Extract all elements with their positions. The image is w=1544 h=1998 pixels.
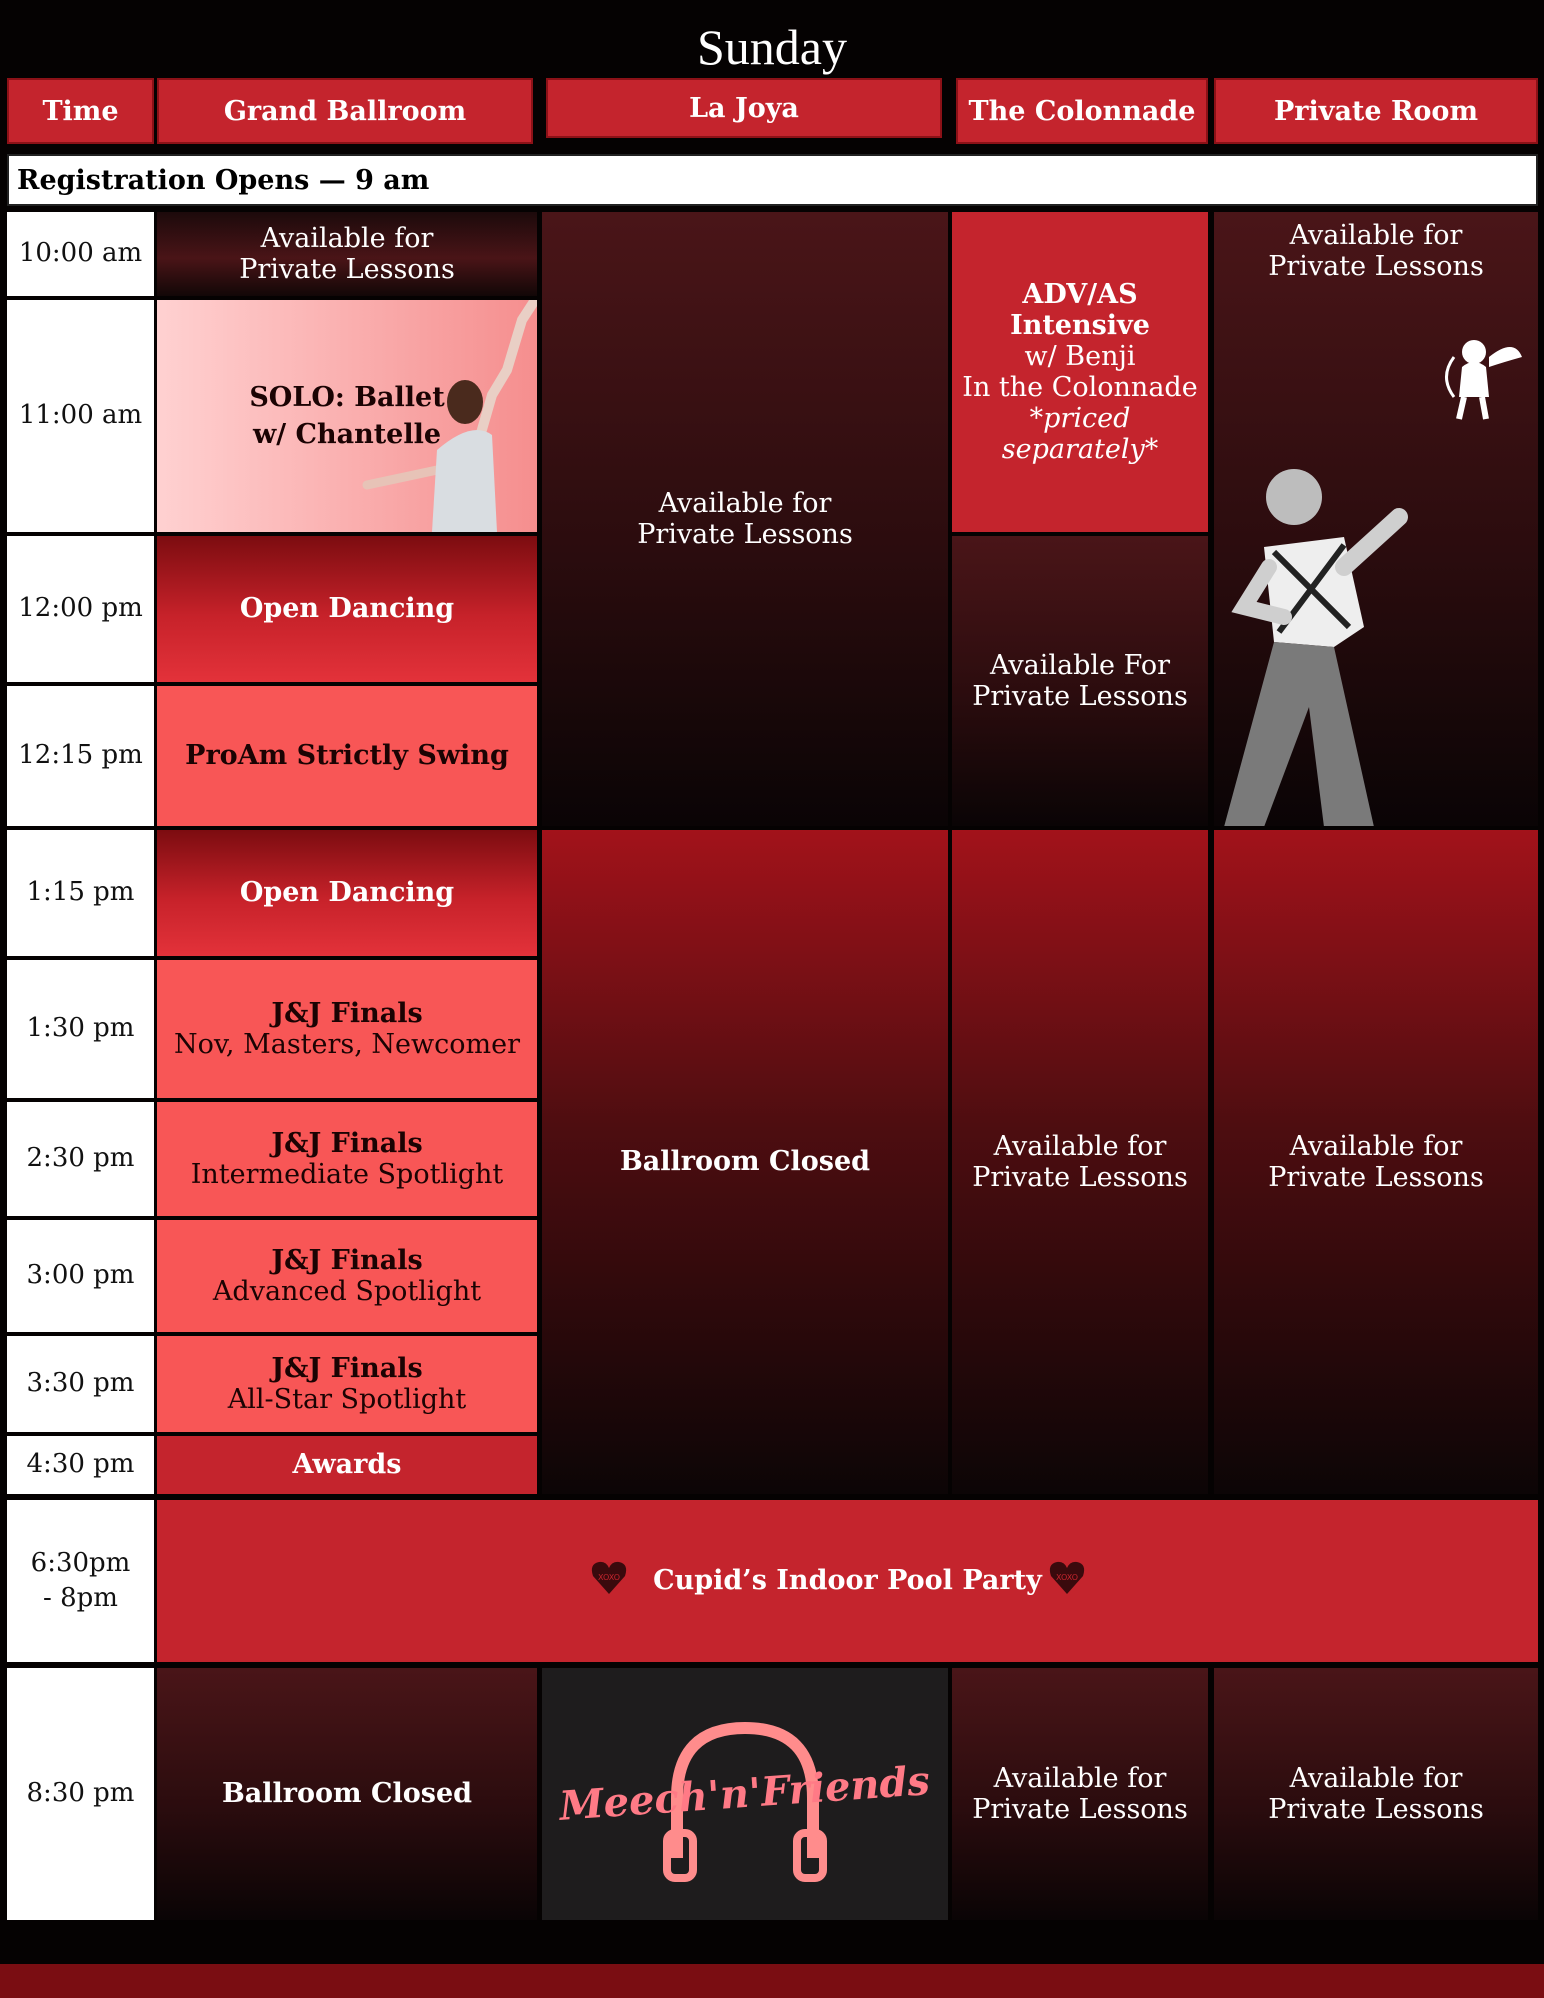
cell-line: Available for <box>658 487 832 519</box>
cell-line: J&J Finals <box>271 1127 423 1159</box>
cell-line: Available for <box>1289 1130 1463 1162</box>
time-label: 11:00 am <box>7 300 154 532</box>
meech-n-friends-dj-logo <box>542 1668 948 1920</box>
jj-finals-allstar <box>157 1336 537 1432</box>
male-dancer-image <box>1224 457 1424 826</box>
cell-line: J&J Finals <box>271 997 423 1029</box>
header-private-room: Private Room <box>1214 78 1538 144</box>
cell-line: Private Lessons <box>972 681 1188 712</box>
cell-line: J&J Finals <box>271 1352 423 1384</box>
heart-icon <box>589 1558 629 1598</box>
awards: Awards <box>157 1436 537 1494</box>
jj-finals-advanced <box>157 1220 537 1332</box>
pool-party-label: Cupid’s Indoor Pool Party <box>653 1565 1042 1597</box>
solo-ballet-session <box>157 300 537 532</box>
colonnade-private-lessons-evening <box>952 1668 1208 1920</box>
header-la-joya: La Joya <box>546 78 942 138</box>
ballet-dancer-image <box>357 300 537 532</box>
private-room-private-lessons-afternoon <box>1214 830 1538 1494</box>
time-label: 12:15 pm <box>7 686 154 826</box>
cell-line: Available for <box>993 1762 1167 1794</box>
colonnade-private-lessons-midday <box>952 536 1208 826</box>
time-label: 4:30 pm <box>7 1436 154 1494</box>
cell-line: Nov, Masters, Newcomer <box>173 1029 521 1060</box>
time-label: 8:30 pm <box>7 1668 154 1920</box>
cell-line: Available for <box>1289 220 1463 251</box>
proam-strictly-swing: ProAm Strictly Swing <box>157 686 537 826</box>
time-label <box>7 1500 154 1662</box>
private-room-private-lessons-morning <box>1214 212 1538 826</box>
cell-line: Available for <box>1289 1762 1463 1794</box>
time-label: 1:30 pm <box>7 960 154 1098</box>
cell-line: w/ Chantelle <box>252 419 442 450</box>
cell-line: ADV/AS Intensive <box>1010 278 1150 341</box>
dj-logo-text: Meech'n'Friends <box>558 1757 932 1830</box>
la-joya-private-lessons <box>542 212 948 826</box>
cell-line: All-Star Spotlight <box>227 1384 467 1415</box>
la-joya-ballroom-closed: Ballroom Closed <box>542 830 948 1494</box>
adv-as-intensive <box>952 212 1208 532</box>
cell-line: Private Lessons <box>637 519 853 550</box>
header-time: Time <box>7 78 154 144</box>
colonnade-private-lessons-afternoon <box>952 830 1208 1494</box>
cell-line: *priced separately* <box>1001 403 1159 466</box>
cell-line: J&J Finals <box>271 1244 423 1276</box>
cell-line: Private Lessons <box>239 254 455 285</box>
time-label: 3:00 pm <box>7 1220 154 1332</box>
svg-text:XOXO: XOXO <box>597 1573 621 1582</box>
cell-line: Private Lessons <box>1268 1162 1484 1193</box>
cell-line: In the Colonnade <box>962 372 1198 403</box>
heart-icon <box>1047 1558 1087 1598</box>
cell-line: Available for <box>260 222 434 254</box>
cell-line: w/ Benji <box>1024 340 1136 372</box>
time-label-start: 6:30pm <box>30 1547 131 1578</box>
open-dancing-noon: Open Dancing <box>157 536 537 682</box>
cell-line: Available For <box>989 649 1171 681</box>
private-room-private-lessons-evening <box>1214 1668 1538 1920</box>
grand-ballroom-closed-evening: Ballroom Closed <box>157 1668 537 1920</box>
jj-finals-novice <box>157 960 537 1098</box>
time-label: 1:15 pm <box>7 830 154 956</box>
time-label: 12:00 pm <box>7 536 154 682</box>
jj-finals-intermediate <box>157 1102 537 1216</box>
registration-banner: Registration Opens — 9 am <box>7 154 1538 206</box>
cell-line: Advanced Spotlight <box>212 1276 482 1307</box>
open-dancing-afternoon: Open Dancing <box>157 830 537 956</box>
grand-ballroom-private-lessons <box>157 212 537 296</box>
cupid-icon <box>1434 327 1524 422</box>
cell-line: Private Lessons <box>972 1162 1188 1193</box>
header-grand-ballroom: Grand Ballroom <box>157 78 533 144</box>
time-label: 3:30 pm <box>7 1336 154 1432</box>
cell-line: Intermediate Spotlight <box>190 1159 504 1190</box>
cell-line: Private Lessons <box>1268 251 1484 283</box>
cell-line: Available for <box>993 1130 1167 1162</box>
time-label: 10:00 am <box>7 212 154 296</box>
header-colonnade: The Colonnade <box>956 78 1208 144</box>
bottom-strip <box>0 1964 1544 1998</box>
time-label-end: - 8pm <box>43 1583 118 1613</box>
page-title: Sunday <box>697 19 847 75</box>
cell-line: Private Lessons <box>1268 1794 1484 1825</box>
time-label: 2:30 pm <box>7 1102 154 1216</box>
pool-party-banner <box>157 1500 1538 1662</box>
svg-text:XOXO: XOXO <box>1055 1573 1079 1582</box>
cell-line: Private Lessons <box>972 1794 1188 1825</box>
cell-line: SOLO: Ballet <box>249 381 445 413</box>
